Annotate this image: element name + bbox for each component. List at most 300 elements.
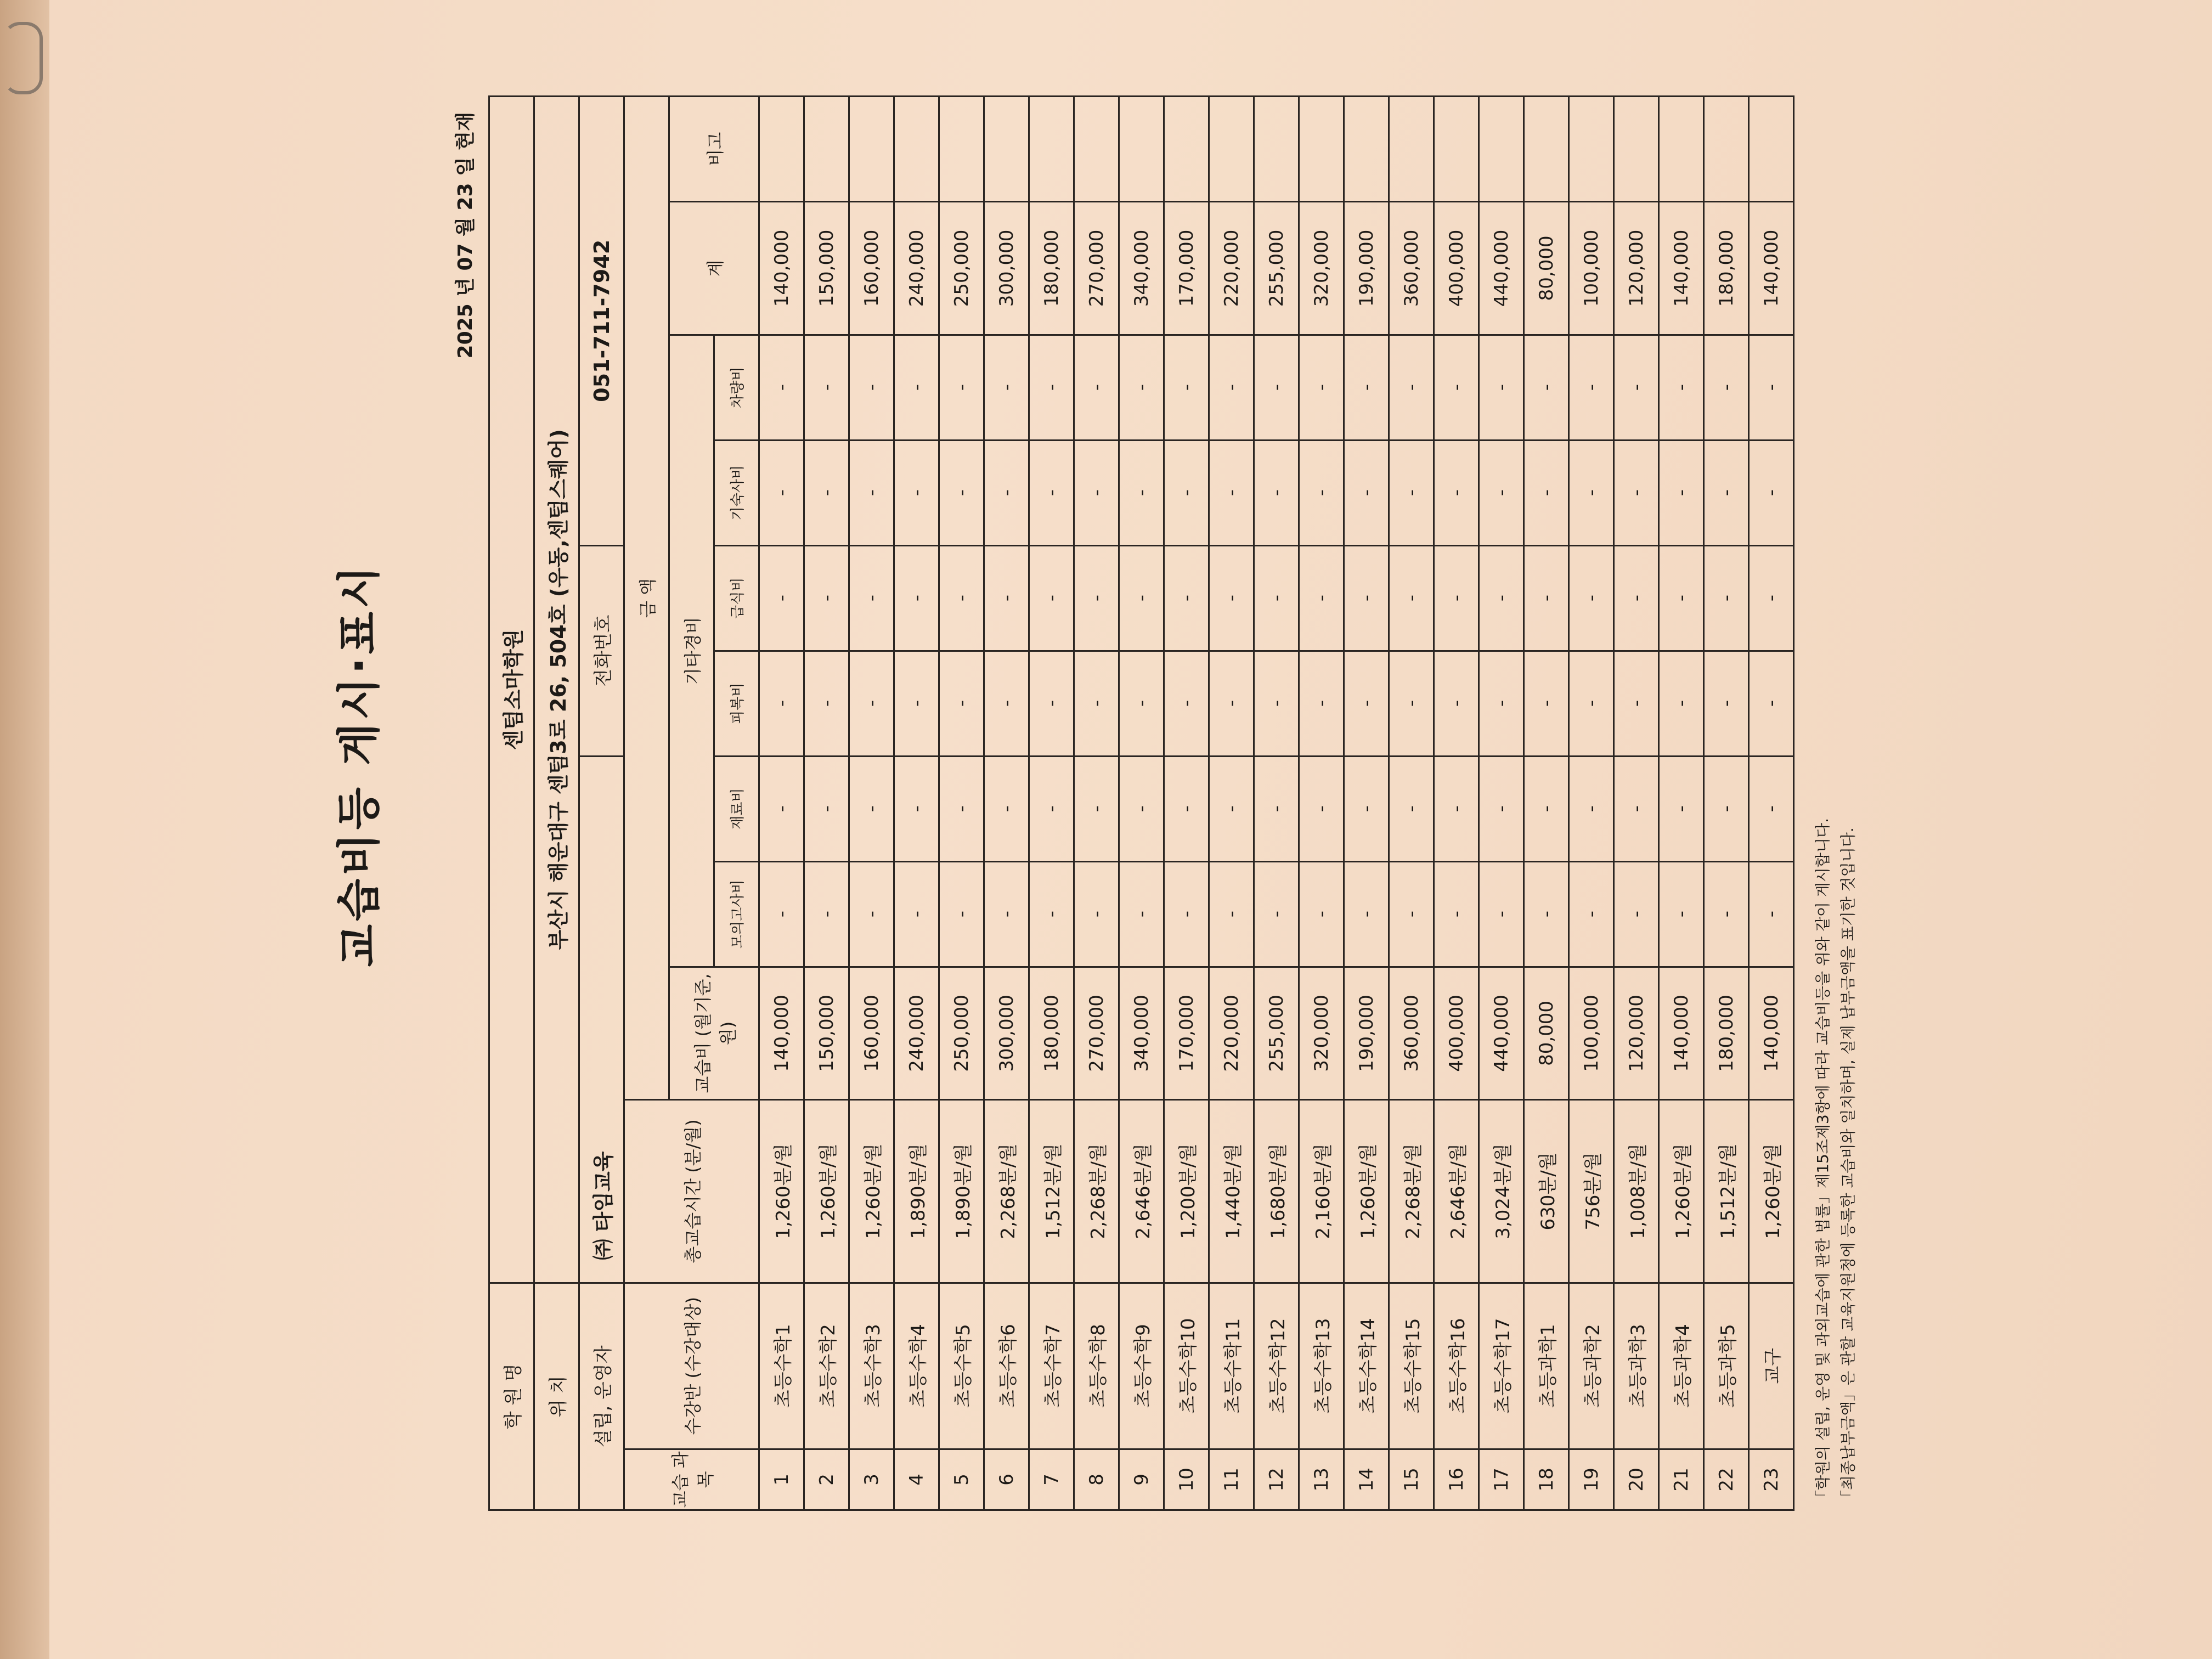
academy-name-label: 학 원 명 bbox=[489, 1283, 534, 1510]
tuition-fee: 250,000 bbox=[939, 967, 984, 1100]
class-name: 초등수학17 bbox=[1479, 1283, 1524, 1449]
as-of-date: 2025 년 07 월 23 일 현재 bbox=[454, 112, 477, 359]
remarks bbox=[1254, 97, 1299, 202]
total-fee: 255,000 bbox=[1254, 202, 1299, 335]
location-label: 위 치 bbox=[534, 1283, 579, 1510]
exam-fee: - bbox=[894, 861, 939, 967]
remarks bbox=[984, 97, 1029, 202]
vehicle-fee: - bbox=[939, 335, 984, 440]
material-fee: - bbox=[1074, 756, 1119, 861]
table-row bbox=[894, 97, 939, 1510]
class-name: 초등수학8 bbox=[1074, 1283, 1119, 1449]
uniform-fee: - bbox=[849, 651, 894, 756]
phone-value: 051-711-7942 bbox=[579, 97, 624, 546]
row-number: 21 bbox=[1659, 1449, 1704, 1510]
meal-fee: - bbox=[984, 545, 1029, 651]
vehicle-fee: - bbox=[1344, 335, 1389, 440]
class-hours: 3,024분/월 bbox=[1479, 1100, 1524, 1283]
table-row bbox=[1434, 97, 1479, 1510]
table-row bbox=[804, 97, 849, 1510]
meal-fee-header: 급식비 bbox=[714, 545, 759, 651]
material-fee: - bbox=[1479, 756, 1524, 861]
dorm-fee: - bbox=[759, 440, 804, 545]
total-fee: 170,000 bbox=[1164, 202, 1209, 335]
uniform-fee: - bbox=[1479, 651, 1524, 756]
class-hours: 1,260분/월 bbox=[1749, 1100, 1794, 1283]
dorm-fee: - bbox=[804, 440, 849, 545]
row-number: 13 bbox=[1299, 1449, 1344, 1510]
vehicle-fee: - bbox=[1029, 335, 1074, 440]
meal-fee: - bbox=[1614, 545, 1659, 651]
vehicle-fee: - bbox=[1614, 335, 1659, 440]
tuition-fee: 160,000 bbox=[849, 967, 894, 1100]
exam-fee: - bbox=[1569, 861, 1614, 967]
other-costs-header: 기타경비 bbox=[669, 335, 714, 967]
class-name: 초등수학3 bbox=[849, 1283, 894, 1449]
total-fee: 180,000 bbox=[1029, 202, 1074, 335]
uniform-fee: - bbox=[1389, 651, 1434, 756]
location-value: 부산시 해운대구 센텀3로 26, 504호 (우동,센텀스퀘어) bbox=[534, 97, 579, 1283]
remarks-header: 비고 bbox=[669, 97, 759, 202]
meal-fee: - bbox=[1074, 545, 1119, 651]
material-fee: - bbox=[1614, 756, 1659, 861]
uniform-fee-header: 피복비 bbox=[714, 651, 759, 756]
row-number: 14 bbox=[1344, 1449, 1389, 1510]
remarks bbox=[1704, 97, 1749, 202]
tuition-fee: 150,000 bbox=[804, 967, 849, 1100]
total-fee: 300,000 bbox=[984, 202, 1029, 335]
table-row bbox=[1659, 97, 1704, 1510]
material-fee: - bbox=[894, 756, 939, 861]
class-name: 초등수학4 bbox=[894, 1283, 939, 1449]
table-row bbox=[1524, 97, 1569, 1510]
class-header: 수강반 (수강대상) bbox=[624, 1283, 759, 1449]
class-hours: 756분/월 bbox=[1569, 1100, 1614, 1283]
legal-notes bbox=[1810, 79, 1861, 1505]
class-name: 초등수학7 bbox=[1029, 1283, 1074, 1449]
exam-fee: - bbox=[1614, 861, 1659, 967]
exam-fee: - bbox=[939, 861, 984, 967]
exam-fee-header: 모의고사비 bbox=[714, 861, 759, 967]
table-row bbox=[1749, 97, 1794, 1510]
exam-fee: - bbox=[1344, 861, 1389, 967]
class-hours: 1,260분/월 bbox=[804, 1100, 849, 1283]
tuition-fee: 320,000 bbox=[1299, 967, 1344, 1100]
remarks bbox=[759, 97, 804, 202]
meal-fee: - bbox=[804, 545, 849, 651]
uniform-fee: - bbox=[1749, 651, 1794, 756]
meal-fee: - bbox=[1434, 545, 1479, 651]
class-hours: 1,440분/월 bbox=[1209, 1100, 1254, 1283]
row-number: 9 bbox=[1119, 1449, 1164, 1510]
tuition-fee: 360,000 bbox=[1389, 967, 1434, 1100]
class-name: 초등과학3 bbox=[1614, 1283, 1659, 1449]
dorm-fee: - bbox=[1389, 440, 1434, 545]
dorm-fee: - bbox=[1074, 440, 1119, 545]
row-number: 20 bbox=[1614, 1449, 1659, 1510]
vehicle-fee: - bbox=[1704, 335, 1749, 440]
total-fee: 80,000 bbox=[1524, 202, 1569, 335]
row-number: 22 bbox=[1704, 1449, 1749, 1510]
class-hours: 1,680분/월 bbox=[1254, 1100, 1299, 1283]
uniform-fee: - bbox=[1209, 651, 1254, 756]
material-fee: - bbox=[1659, 756, 1704, 861]
dorm-fee: - bbox=[1029, 440, 1074, 545]
meal-fee: - bbox=[1254, 545, 1299, 651]
uniform-fee: - bbox=[1299, 651, 1344, 756]
meal-fee: - bbox=[1209, 545, 1254, 651]
uniform-fee: - bbox=[894, 651, 939, 756]
vehicle-fee: - bbox=[804, 335, 849, 440]
total-fee: 140,000 bbox=[1659, 202, 1704, 335]
tuition-fee: 140,000 bbox=[1659, 967, 1704, 1100]
total-fee: 120,000 bbox=[1614, 202, 1659, 335]
uniform-fee: - bbox=[759, 651, 804, 756]
material-fee: - bbox=[1254, 756, 1299, 861]
tuition-fee: 300,000 bbox=[984, 967, 1029, 1100]
tuition-fee: 190,000 bbox=[1344, 967, 1389, 1100]
total-fee: 360,000 bbox=[1389, 202, 1434, 335]
uniform-fee: - bbox=[984, 651, 1029, 756]
total-header: 계 bbox=[669, 202, 759, 335]
dorm-fee: - bbox=[1209, 440, 1254, 545]
row-number: 12 bbox=[1254, 1449, 1299, 1510]
uniform-fee: - bbox=[1704, 651, 1749, 756]
tuition-fee: 180,000 bbox=[1704, 967, 1749, 1100]
class-hours: 1,260분/월 bbox=[759, 1100, 804, 1283]
meal-fee: - bbox=[1389, 545, 1434, 651]
class-hours: 2,646분/월 bbox=[1119, 1100, 1164, 1283]
row-number: 19 bbox=[1569, 1449, 1614, 1510]
class-name: 초등수학10 bbox=[1164, 1283, 1209, 1449]
vehicle-fee: - bbox=[849, 335, 894, 440]
vehicle-fee: - bbox=[1659, 335, 1704, 440]
meal-fee: - bbox=[894, 545, 939, 651]
class-name: 초등수학11 bbox=[1209, 1283, 1254, 1449]
meal-fee: - bbox=[849, 545, 894, 651]
exam-fee: - bbox=[1254, 861, 1299, 967]
row-number: 11 bbox=[1209, 1449, 1254, 1510]
total-fee: 250,000 bbox=[939, 202, 984, 335]
uniform-fee: - bbox=[1659, 651, 1704, 756]
exam-fee: - bbox=[1434, 861, 1479, 967]
tuition-fee: 340,000 bbox=[1119, 967, 1164, 1100]
exam-fee: - bbox=[1029, 861, 1074, 967]
exam-fee: - bbox=[759, 861, 804, 967]
dorm-fee: - bbox=[984, 440, 1029, 545]
dorm-fee: - bbox=[1524, 440, 1569, 545]
table-row bbox=[1029, 97, 1074, 1510]
remarks bbox=[894, 97, 939, 202]
exam-fee: - bbox=[1479, 861, 1524, 967]
class-hours: 1,260분/월 bbox=[1344, 1100, 1389, 1283]
dorm-fee: - bbox=[1704, 440, 1749, 545]
document-title: 교습비등 게시·표시 bbox=[334, 562, 385, 967]
meal-fee: - bbox=[1164, 545, 1209, 651]
table-row bbox=[1209, 97, 1254, 1510]
vehicle-fee: - bbox=[1389, 335, 1434, 440]
material-fee: - bbox=[759, 756, 804, 861]
table-row bbox=[1254, 97, 1299, 1510]
material-fee: - bbox=[1209, 756, 1254, 861]
class-name: 초등과학4 bbox=[1659, 1283, 1704, 1449]
vehicle-fee-header: 차량비 bbox=[714, 335, 759, 440]
material-fee: - bbox=[1029, 756, 1074, 861]
uniform-fee: - bbox=[1434, 651, 1479, 756]
total-fee: 320,000 bbox=[1299, 202, 1344, 335]
table-row bbox=[939, 97, 984, 1510]
material-fee: - bbox=[1164, 756, 1209, 861]
dorm-fee: - bbox=[1164, 440, 1209, 545]
material-fee: - bbox=[939, 756, 984, 861]
dorm-fee: - bbox=[849, 440, 894, 545]
uniform-fee: - bbox=[939, 651, 984, 756]
class-hours: 2,268분/월 bbox=[984, 1100, 1029, 1283]
material-fee: - bbox=[804, 756, 849, 861]
vehicle-fee: - bbox=[1479, 335, 1524, 440]
class-name: 초등수학2 bbox=[804, 1283, 849, 1449]
class-name: 초등과학5 bbox=[1704, 1283, 1749, 1449]
row-number: 18 bbox=[1524, 1449, 1569, 1510]
remarks bbox=[1029, 97, 1074, 202]
exam-fee: - bbox=[804, 861, 849, 967]
vehicle-fee: - bbox=[894, 335, 939, 440]
row-number: 16 bbox=[1434, 1449, 1479, 1510]
remarks bbox=[1659, 97, 1704, 202]
dorm-fee: - bbox=[1749, 440, 1794, 545]
material-fee: - bbox=[1434, 756, 1479, 861]
total-fee: 440,000 bbox=[1479, 202, 1524, 335]
table-row bbox=[849, 97, 894, 1510]
class-hours: 2,268분/월 bbox=[1389, 1100, 1434, 1283]
remarks bbox=[1344, 97, 1389, 202]
table-row bbox=[759, 97, 804, 1510]
vehicle-fee: - bbox=[759, 335, 804, 440]
row-number: 4 bbox=[894, 1449, 939, 1510]
meal-fee: - bbox=[1344, 545, 1389, 651]
remarks bbox=[1074, 97, 1119, 202]
total-fee: 140,000 bbox=[1749, 202, 1794, 335]
remarks bbox=[1299, 97, 1344, 202]
total-fee: 150,000 bbox=[804, 202, 849, 335]
class-hours: 1,260분/월 bbox=[1659, 1100, 1704, 1283]
dorm-fee: - bbox=[1569, 440, 1614, 545]
class-hours: 630분/월 bbox=[1524, 1100, 1569, 1283]
table-row bbox=[1344, 97, 1389, 1510]
uniform-fee: - bbox=[1074, 651, 1119, 756]
class-name: 초등수학12 bbox=[1254, 1283, 1299, 1449]
uniform-fee: - bbox=[804, 651, 849, 756]
vehicle-fee: - bbox=[1749, 335, 1794, 440]
tuition-fee: 140,000 bbox=[759, 967, 804, 1100]
remarks bbox=[1389, 97, 1434, 202]
vehicle-fee: - bbox=[1074, 335, 1119, 440]
total-fee: 240,000 bbox=[894, 202, 939, 335]
uniform-fee: - bbox=[1569, 651, 1614, 756]
remarks bbox=[849, 97, 894, 202]
uniform-fee: - bbox=[1164, 651, 1209, 756]
founder-row bbox=[579, 97, 624, 1510]
uniform-fee: - bbox=[1614, 651, 1659, 756]
hours-header: 총교습시간 (분/월) bbox=[624, 1100, 759, 1283]
meal-fee: - bbox=[1029, 545, 1074, 651]
material-fee: - bbox=[984, 756, 1029, 861]
meal-fee: - bbox=[1479, 545, 1524, 651]
class-hours: 1,200분/월 bbox=[1164, 1100, 1209, 1283]
founder-label: 설립, 운영자 bbox=[579, 1283, 624, 1510]
tuition-fee: 255,000 bbox=[1254, 967, 1299, 1100]
remarks bbox=[1569, 97, 1614, 202]
material-fee: - bbox=[1344, 756, 1389, 861]
class-name: 초등수학5 bbox=[939, 1283, 984, 1449]
row-number: 8 bbox=[1074, 1449, 1119, 1510]
binder-edge bbox=[0, 0, 49, 1659]
total-fee: 340,000 bbox=[1119, 202, 1164, 335]
total-fee: 220,000 bbox=[1209, 202, 1254, 335]
meal-fee: - bbox=[1659, 545, 1704, 651]
uniform-fee: - bbox=[1029, 651, 1074, 756]
exam-fee: - bbox=[1389, 861, 1434, 967]
row-number: 3 bbox=[849, 1449, 894, 1510]
tuition-fee: 140,000 bbox=[1749, 967, 1794, 1100]
class-name: 초등수학9 bbox=[1119, 1283, 1164, 1449]
fee-notice-document bbox=[274, 0, 1933, 1659]
exam-fee: - bbox=[849, 861, 894, 967]
phone-label: 전화번호 bbox=[579, 545, 624, 756]
total-fee: 100,000 bbox=[1569, 202, 1614, 335]
row-number: 5 bbox=[939, 1449, 984, 1510]
dorm-fee: - bbox=[1434, 440, 1479, 545]
tuition-fee: 170,000 bbox=[1164, 967, 1209, 1100]
meal-fee: - bbox=[759, 545, 804, 651]
tuition-fee: 220,000 bbox=[1209, 967, 1254, 1100]
class-name: 초등수학13 bbox=[1299, 1283, 1344, 1449]
class-name: 초등과학2 bbox=[1569, 1283, 1614, 1449]
vehicle-fee: - bbox=[1569, 335, 1614, 440]
table-row bbox=[1569, 97, 1614, 1510]
dorm-fee-header: 기숙사비 bbox=[714, 440, 759, 545]
class-hours: 1,512분/월 bbox=[1029, 1100, 1074, 1283]
class-name: 교구 bbox=[1749, 1283, 1794, 1449]
meal-fee: - bbox=[1299, 545, 1344, 651]
material-fee: - bbox=[1704, 756, 1749, 861]
table-row bbox=[1074, 97, 1119, 1510]
meal-fee: - bbox=[1119, 545, 1164, 651]
subject-header: 교습 과목 bbox=[624, 1449, 759, 1510]
exam-fee: - bbox=[1659, 861, 1704, 967]
vehicle-fee: - bbox=[1164, 335, 1209, 440]
vehicle-fee: - bbox=[1119, 335, 1164, 440]
class-hours: 1,890분/월 bbox=[894, 1100, 939, 1283]
class-name: 초등수학1 bbox=[759, 1283, 804, 1449]
uniform-fee: - bbox=[1254, 651, 1299, 756]
academy-name: 센텀소마학원 bbox=[489, 97, 534, 1283]
dorm-fee: - bbox=[1659, 440, 1704, 545]
vehicle-fee: - bbox=[1254, 335, 1299, 440]
class-hours: 2,646분/월 bbox=[1434, 1100, 1479, 1283]
table-row bbox=[1164, 97, 1209, 1510]
remarks bbox=[1119, 97, 1164, 202]
table-row bbox=[1389, 97, 1434, 1510]
dorm-fee: - bbox=[939, 440, 984, 545]
dorm-fee: - bbox=[1254, 440, 1299, 545]
remarks bbox=[804, 97, 849, 202]
row-number: 15 bbox=[1389, 1449, 1434, 1510]
material-fee: - bbox=[849, 756, 894, 861]
dorm-fee: - bbox=[1614, 440, 1659, 545]
material-fee: - bbox=[1749, 756, 1794, 861]
remarks bbox=[1614, 97, 1659, 202]
uniform-fee: - bbox=[1344, 651, 1389, 756]
location-row bbox=[534, 97, 579, 1510]
tuition-fee: 180,000 bbox=[1029, 967, 1074, 1100]
tuition-fee: 240,000 bbox=[894, 967, 939, 1100]
row-number: 10 bbox=[1164, 1449, 1209, 1510]
class-hours: 1,890분/월 bbox=[939, 1100, 984, 1283]
class-name: 초등과학1 bbox=[1524, 1283, 1569, 1449]
total-fee: 160,000 bbox=[849, 202, 894, 335]
total-fee: 140,000 bbox=[759, 202, 804, 335]
table-row bbox=[1614, 97, 1659, 1510]
tuition-fee: 80,000 bbox=[1524, 967, 1569, 1100]
exam-fee: - bbox=[1524, 861, 1569, 967]
academy-name-row bbox=[489, 97, 534, 1510]
class-hours: 1,008분/월 bbox=[1614, 1100, 1659, 1283]
binder-ring bbox=[3, 22, 43, 94]
row-number: 6 bbox=[984, 1449, 1029, 1510]
tuition-fee: 120,000 bbox=[1614, 967, 1659, 1100]
tuition-fee: 440,000 bbox=[1479, 967, 1524, 1100]
table-row bbox=[984, 97, 1029, 1510]
meal-fee: - bbox=[1524, 545, 1569, 651]
table-row bbox=[1299, 97, 1344, 1510]
exam-fee: - bbox=[1299, 861, 1344, 967]
material-fee: - bbox=[1524, 756, 1569, 861]
meal-fee: - bbox=[1749, 545, 1794, 651]
amount-header: 금 액 bbox=[624, 97, 669, 1100]
exam-fee: - bbox=[984, 861, 1029, 967]
uniform-fee: - bbox=[1524, 651, 1569, 756]
vehicle-fee: - bbox=[1299, 335, 1344, 440]
row-number: 23 bbox=[1749, 1449, 1794, 1510]
total-fee: 180,000 bbox=[1704, 202, 1749, 335]
table-row bbox=[1704, 97, 1749, 1510]
remarks bbox=[1209, 97, 1254, 202]
remarks bbox=[1434, 97, 1479, 202]
dorm-fee: - bbox=[1344, 440, 1389, 545]
vehicle-fee: - bbox=[1209, 335, 1254, 440]
dorm-fee: - bbox=[1119, 440, 1164, 545]
uniform-fee: - bbox=[1119, 651, 1164, 756]
tuition-fee: 400,000 bbox=[1434, 967, 1479, 1100]
class-hours: 2,160분/월 bbox=[1299, 1100, 1344, 1283]
class-name: 초등수학14 bbox=[1344, 1283, 1389, 1449]
class-hours: 2,268분/월 bbox=[1074, 1100, 1119, 1283]
class-name: 초등수학16 bbox=[1434, 1283, 1479, 1449]
exam-fee: - bbox=[1704, 861, 1749, 967]
exam-fee: - bbox=[1749, 861, 1794, 967]
header-row-1 bbox=[624, 97, 669, 1510]
row-number: 7 bbox=[1029, 1449, 1074, 1510]
note-line-2: 「최종납부금액」은 관할 교육지원청에 등록한 교습비와 일치하며, 실제 납부금액을 표기한 것입니다. bbox=[1839, 827, 1857, 1505]
exam-fee: - bbox=[1119, 861, 1164, 967]
dorm-fee: - bbox=[1299, 440, 1344, 545]
row-number: 2 bbox=[804, 1449, 849, 1510]
total-fee: 400,000 bbox=[1434, 202, 1479, 335]
material-fee: - bbox=[1389, 756, 1434, 861]
remarks bbox=[939, 97, 984, 202]
exam-fee: - bbox=[1209, 861, 1254, 967]
